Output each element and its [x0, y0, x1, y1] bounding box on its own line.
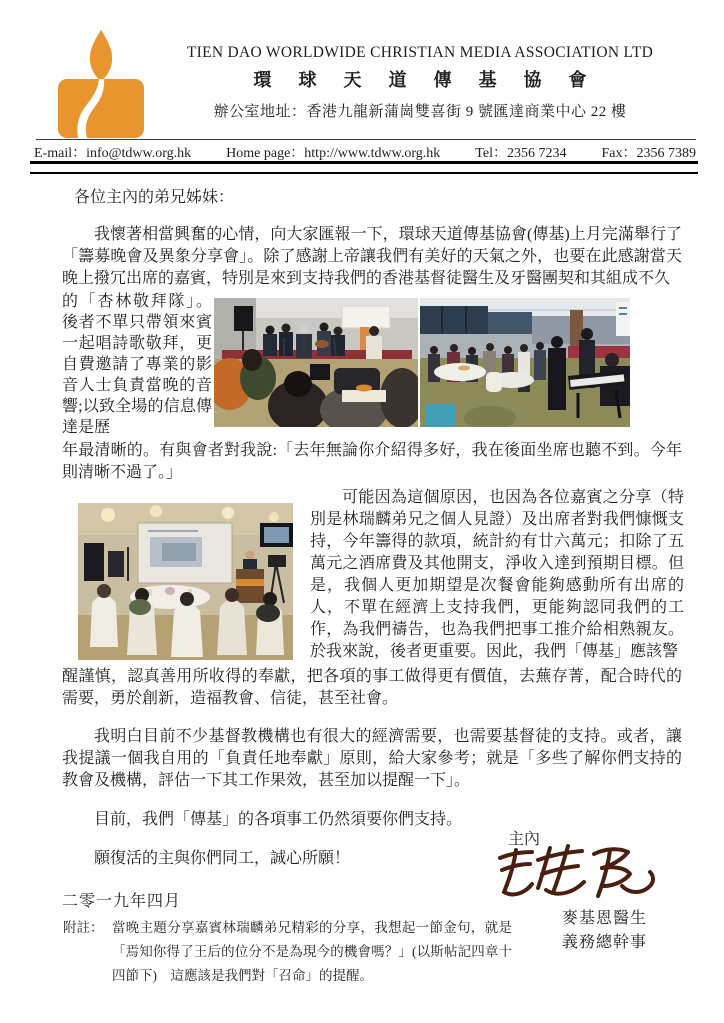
paragraph-funds: 可能因為這個原因，也因為各位嘉賓之分享（特別是林瑞麟弟兄之個人見證）及出席者對我們慷慨支持，今年籌得的款項，統計約有廿六萬元；扣除了五萬元之酒席費及其他開支，淨收入達到預期目標。但是，我個人更加期望是次餐會能夠感動所有出席的人，不單在經濟上支持我們，更能夠認同我們的工作，為我們禱告，也為我們把事工推介給相熟親友。於我來說，後者更重要。因此，我們「傳基」應該警 — [310, 489, 684, 660]
signer-name: 麥基恩醫生 — [562, 910, 648, 927]
paragraph-worship-team-column: 的「杏林敬拜隊」。後者不單只帶領來賓一起唱詩歌敬拜，更自費邀請了專業的影音人士負責當晚的音響;以致全場的信息傳達是歷 — [62, 293, 212, 436]
contact-tel: Tel：2356 7234 — [475, 146, 567, 161]
pa-speaker — [234, 306, 253, 331]
header-rule-double — [30, 161, 698, 174]
paragraph-opening: 我懷著相當興奮的心情，向大家匯報一下，環球天道傳基協會(傳基)上月完滿舉行了「籌募晚會及異象分享會」。除了感謝上帝讓我們有美好的天氣之外，也要在此感謝當天晚上撥冗出席的嘉賓，特別是來到支持我們的香港基督徒醫生及牙醫團契和其組成不久 — [62, 226, 682, 287]
photo-banquet-singing — [420, 298, 630, 427]
footnote — [63, 916, 515, 988]
candle-logo-icon — [54, 28, 148, 138]
contact-homepage: Home page：http://www.tdww.org.hk — [226, 146, 441, 161]
projection-screen — [138, 523, 232, 583]
footnote-label: 附註： — [63, 920, 104, 935]
signer-title: 義務總幹事 — [562, 934, 648, 951]
logo-flame — [90, 30, 112, 81]
handwritten-signature — [492, 842, 656, 912]
paragraph-blessing: 願復活的主與你們同工，誠心所願！ — [94, 850, 351, 867]
letterhead — [140, 44, 700, 121]
projection-screen — [342, 306, 390, 328]
org-title-zh: 環球天道傳基協會 — [253, 70, 614, 90]
letter-date: 二零一九年四月 — [62, 893, 182, 910]
paragraph-support-request: 目前，我們「傳基」的各項事工仍然須要你們支持。 — [94, 811, 463, 828]
paragraph-stewardship: 醒謹慎，認真善用所收得的奉獻，把各項的事工做得更有價值，去蕪存菁，配合時代的需要，勇於創新，造福教會、信徒，甚至社會。 — [62, 668, 682, 707]
footnote-text: 當晚主題分享嘉賓林瑞麟弟兄精彩的分享，我想起一節金句，就是「焉知你得了王后的位分不是為現今的機會嗎？」(以斯帖記四章十四節下) 這應該是我們對「召命」的提醒。 — [112, 920, 512, 983]
org-title-en: TIEN DAO WORLDWIDE CHRISTIAN MEDIA ASSOCIATION LTD — [186, 44, 654, 61]
contact-fax: Fax：2356 7389 — [601, 146, 696, 161]
paragraph-responsible-giving: 我明白目前不少基督教機構也有很大的經濟需要，也需要基督徒的支持。或者，讓我提議一個我自用的「負責任地奉獻」原則，給大家參考；就是「多些了解你們支持的教會及機構，評估一下其工作果效，甚至加以提醒一下」。 — [62, 728, 682, 789]
contact-email: E-mail：info@tdww.org.hk — [34, 146, 192, 161]
contact-bar — [34, 142, 696, 162]
photo-dinner-presentation — [78, 503, 293, 660]
salutation: 各位主內的弟兄姊妹： — [74, 189, 235, 206]
org-address: 辦公室地址：香港九龍新蒲崗雙喜街 9 號匯達商業中心 22 樓 — [213, 104, 627, 120]
header-rule-thin — [36, 139, 696, 140]
photo-worship-band — [214, 298, 418, 427]
night-windows — [420, 306, 488, 334]
closing-salute: 主內 — [508, 831, 541, 848]
paragraph-sound-clarity: 年最清晰的。有與會者對我說:「去年無論你介紹得多好，我在後面坐席也聽不到。今年則清晰不過了。」 — [62, 442, 682, 481]
